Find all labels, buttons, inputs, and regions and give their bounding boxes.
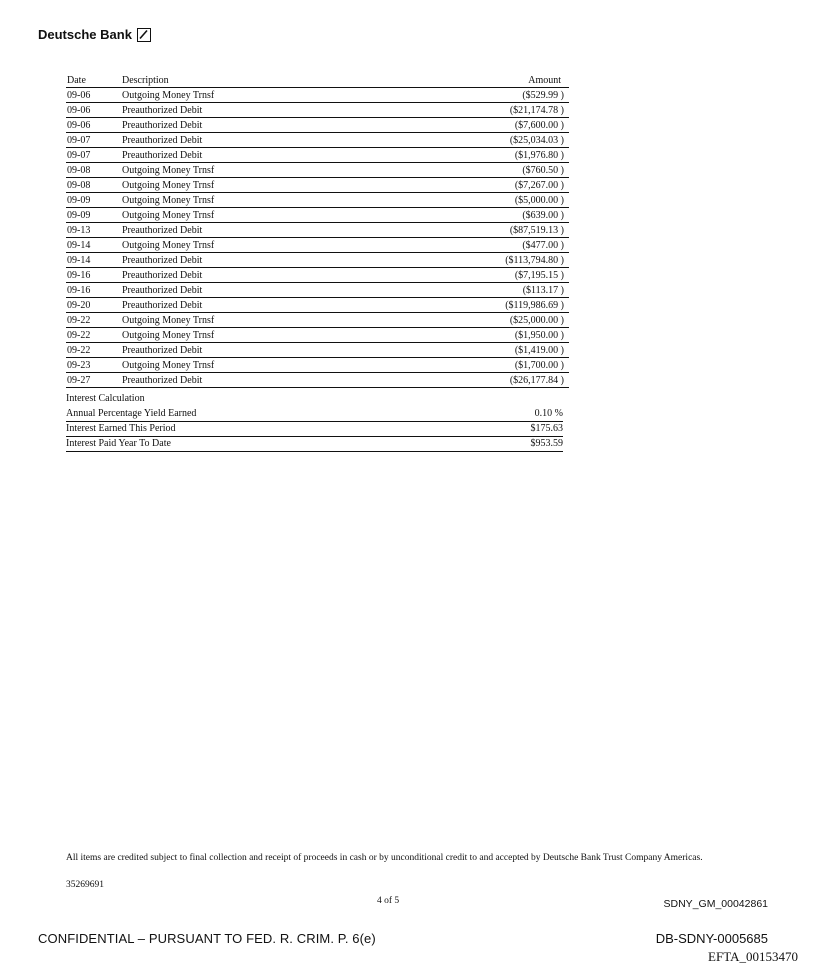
transaction-amount: ($113.17 ) bbox=[385, 283, 569, 298]
transaction-amount: ($25,034.03 ) bbox=[385, 133, 569, 148]
transaction-description: Preauthorized Debit bbox=[121, 298, 385, 313]
transaction-date: 09-22 bbox=[66, 343, 121, 358]
transaction-amount: ($477.00 ) bbox=[385, 238, 569, 253]
transaction-row bbox=[66, 253, 569, 268]
transaction-amount: ($7,600.00 ) bbox=[385, 118, 569, 133]
transaction-description: Outgoing Money Trnsf bbox=[121, 163, 385, 178]
transaction-date: 09-23 bbox=[66, 358, 121, 373]
transaction-row bbox=[66, 328, 569, 343]
interest-row bbox=[66, 437, 563, 452]
transaction-amount: ($7,267.00 ) bbox=[385, 178, 569, 193]
interest-label: Annual Percentage Yield Earned bbox=[66, 408, 197, 419]
transaction-amount: ($119,986.69 ) bbox=[385, 298, 569, 313]
transaction-row bbox=[66, 283, 569, 298]
transaction-row bbox=[66, 313, 569, 328]
transaction-date: 09-27 bbox=[66, 373, 121, 388]
transaction-date: 09-22 bbox=[66, 328, 121, 343]
page-number: 4 of 5 bbox=[377, 896, 400, 906]
transaction-date: 09-07 bbox=[66, 133, 121, 148]
transaction-date: 09-06 bbox=[66, 103, 121, 118]
efta-id: EFTA_00153470 bbox=[708, 949, 798, 964]
transaction-row bbox=[66, 268, 569, 283]
interest-row bbox=[66, 422, 563, 437]
transaction-row bbox=[66, 88, 569, 103]
transaction-amount: ($87,519.13 ) bbox=[385, 223, 569, 238]
transaction-date: 09-09 bbox=[66, 208, 121, 223]
transaction-date: 09-08 bbox=[66, 178, 121, 193]
transaction-description: Outgoing Money Trnsf bbox=[121, 193, 385, 208]
transaction-amount: ($1,700.00 ) bbox=[385, 358, 569, 373]
transaction-row bbox=[66, 343, 569, 358]
transaction-row bbox=[66, 118, 569, 133]
confidential-notice: CONFIDENTIAL – PURSUANT TO FED. R. CRIM. P. 6(e) bbox=[38, 931, 376, 946]
transaction-amount: ($529.99 ) bbox=[385, 88, 569, 103]
transaction-amount: ($1,419.00 ) bbox=[385, 343, 569, 358]
interest-row bbox=[66, 407, 563, 422]
interest-value: $175.63 bbox=[530, 423, 563, 434]
transaction-description: Preauthorized Debit bbox=[121, 373, 385, 388]
transaction-row bbox=[66, 208, 569, 223]
transaction-row bbox=[66, 103, 569, 118]
transaction-date: 09-06 bbox=[66, 88, 121, 103]
deutsche-bank-slash-icon bbox=[137, 28, 151, 42]
transaction-description: Preauthorized Debit bbox=[121, 103, 385, 118]
transaction-amount: ($21,174.78 ) bbox=[385, 103, 569, 118]
collection-note: All items are credited subject to final collection and receipt of proceeds in cash or by unconditional credit to and accepted by Deutsche Bank Trust Company Americas. bbox=[66, 853, 703, 863]
interest-label: Interest Paid Year To Date bbox=[66, 438, 171, 449]
transaction-description: Preauthorized Debit bbox=[121, 283, 385, 298]
transaction-date: 09-14 bbox=[66, 253, 121, 268]
transactions-header-row bbox=[66, 73, 569, 88]
transaction-date: 09-16 bbox=[66, 283, 121, 298]
transaction-description: Outgoing Money Trnsf bbox=[121, 358, 385, 373]
transaction-date: 09-20 bbox=[66, 298, 121, 313]
bank-logo bbox=[38, 27, 151, 42]
transactions-table bbox=[66, 73, 569, 388]
column-header-date: Date bbox=[66, 73, 121, 88]
transaction-date: 09-06 bbox=[66, 118, 121, 133]
transaction-amount: ($25,000.00 ) bbox=[385, 313, 569, 328]
sdny-bates-id: SDNY_GM_00042861 bbox=[663, 898, 768, 910]
transaction-description: Outgoing Money Trnsf bbox=[121, 238, 385, 253]
transaction-row bbox=[66, 133, 569, 148]
db-bates-id: DB-SDNY-0005685 bbox=[655, 931, 768, 946]
interest-value: 0.10 % bbox=[534, 408, 563, 419]
transaction-date: 09-14 bbox=[66, 238, 121, 253]
transaction-row bbox=[66, 373, 569, 388]
transaction-date: 09-08 bbox=[66, 163, 121, 178]
column-header-amount: Amount bbox=[385, 73, 569, 88]
transaction-description: Preauthorized Debit bbox=[121, 148, 385, 163]
transaction-description: Preauthorized Debit bbox=[121, 268, 385, 283]
transaction-row bbox=[66, 148, 569, 163]
transaction-date: 09-07 bbox=[66, 148, 121, 163]
transaction-date: 09-16 bbox=[66, 268, 121, 283]
transaction-row bbox=[66, 163, 569, 178]
transaction-description: Preauthorized Debit bbox=[121, 253, 385, 268]
transaction-description: Outgoing Money Trnsf bbox=[121, 328, 385, 343]
transaction-date: 09-22 bbox=[66, 313, 121, 328]
transaction-row bbox=[66, 178, 569, 193]
interest-rows bbox=[66, 407, 563, 452]
transaction-date: 09-13 bbox=[66, 223, 121, 238]
transaction-amount: ($760.50 ) bbox=[385, 163, 569, 178]
column-header-description: Description bbox=[121, 73, 385, 88]
transaction-row bbox=[66, 238, 569, 253]
transaction-description: Outgoing Money Trnsf bbox=[121, 88, 385, 103]
transaction-amount: ($7,195.15 ) bbox=[385, 268, 569, 283]
transaction-description: Outgoing Money Trnsf bbox=[121, 208, 385, 223]
transaction-amount: ($1,976.80 ) bbox=[385, 148, 569, 163]
transaction-amount: ($639.00 ) bbox=[385, 208, 569, 223]
transaction-row bbox=[66, 358, 569, 373]
account-number: 35269691 bbox=[66, 880, 104, 890]
interest-value: $953.59 bbox=[530, 438, 563, 449]
transaction-amount: ($113,794.80 ) bbox=[385, 253, 569, 268]
transaction-description: Preauthorized Debit bbox=[121, 133, 385, 148]
transaction-amount: ($5,000.00 ) bbox=[385, 193, 569, 208]
transaction-description: Preauthorized Debit bbox=[121, 118, 385, 133]
transaction-description: Preauthorized Debit bbox=[121, 343, 385, 358]
transaction-row bbox=[66, 223, 569, 238]
transactions-body bbox=[66, 88, 569, 388]
transaction-amount: ($26,177.84 ) bbox=[385, 373, 569, 388]
transaction-description: Outgoing Money Trnsf bbox=[121, 178, 385, 193]
transaction-description: Preauthorized Debit bbox=[121, 223, 385, 238]
transaction-row bbox=[66, 298, 569, 313]
interest-calculation bbox=[66, 393, 563, 452]
bank-name: Deutsche Bank bbox=[38, 27, 132, 42]
transaction-description: Outgoing Money Trnsf bbox=[121, 313, 385, 328]
transaction-amount: ($1,950.00 ) bbox=[385, 328, 569, 343]
interest-title: Interest Calculation bbox=[66, 393, 145, 404]
transaction-row bbox=[66, 193, 569, 208]
transaction-date: 09-09 bbox=[66, 193, 121, 208]
interest-label: Interest Earned This Period bbox=[66, 423, 176, 434]
